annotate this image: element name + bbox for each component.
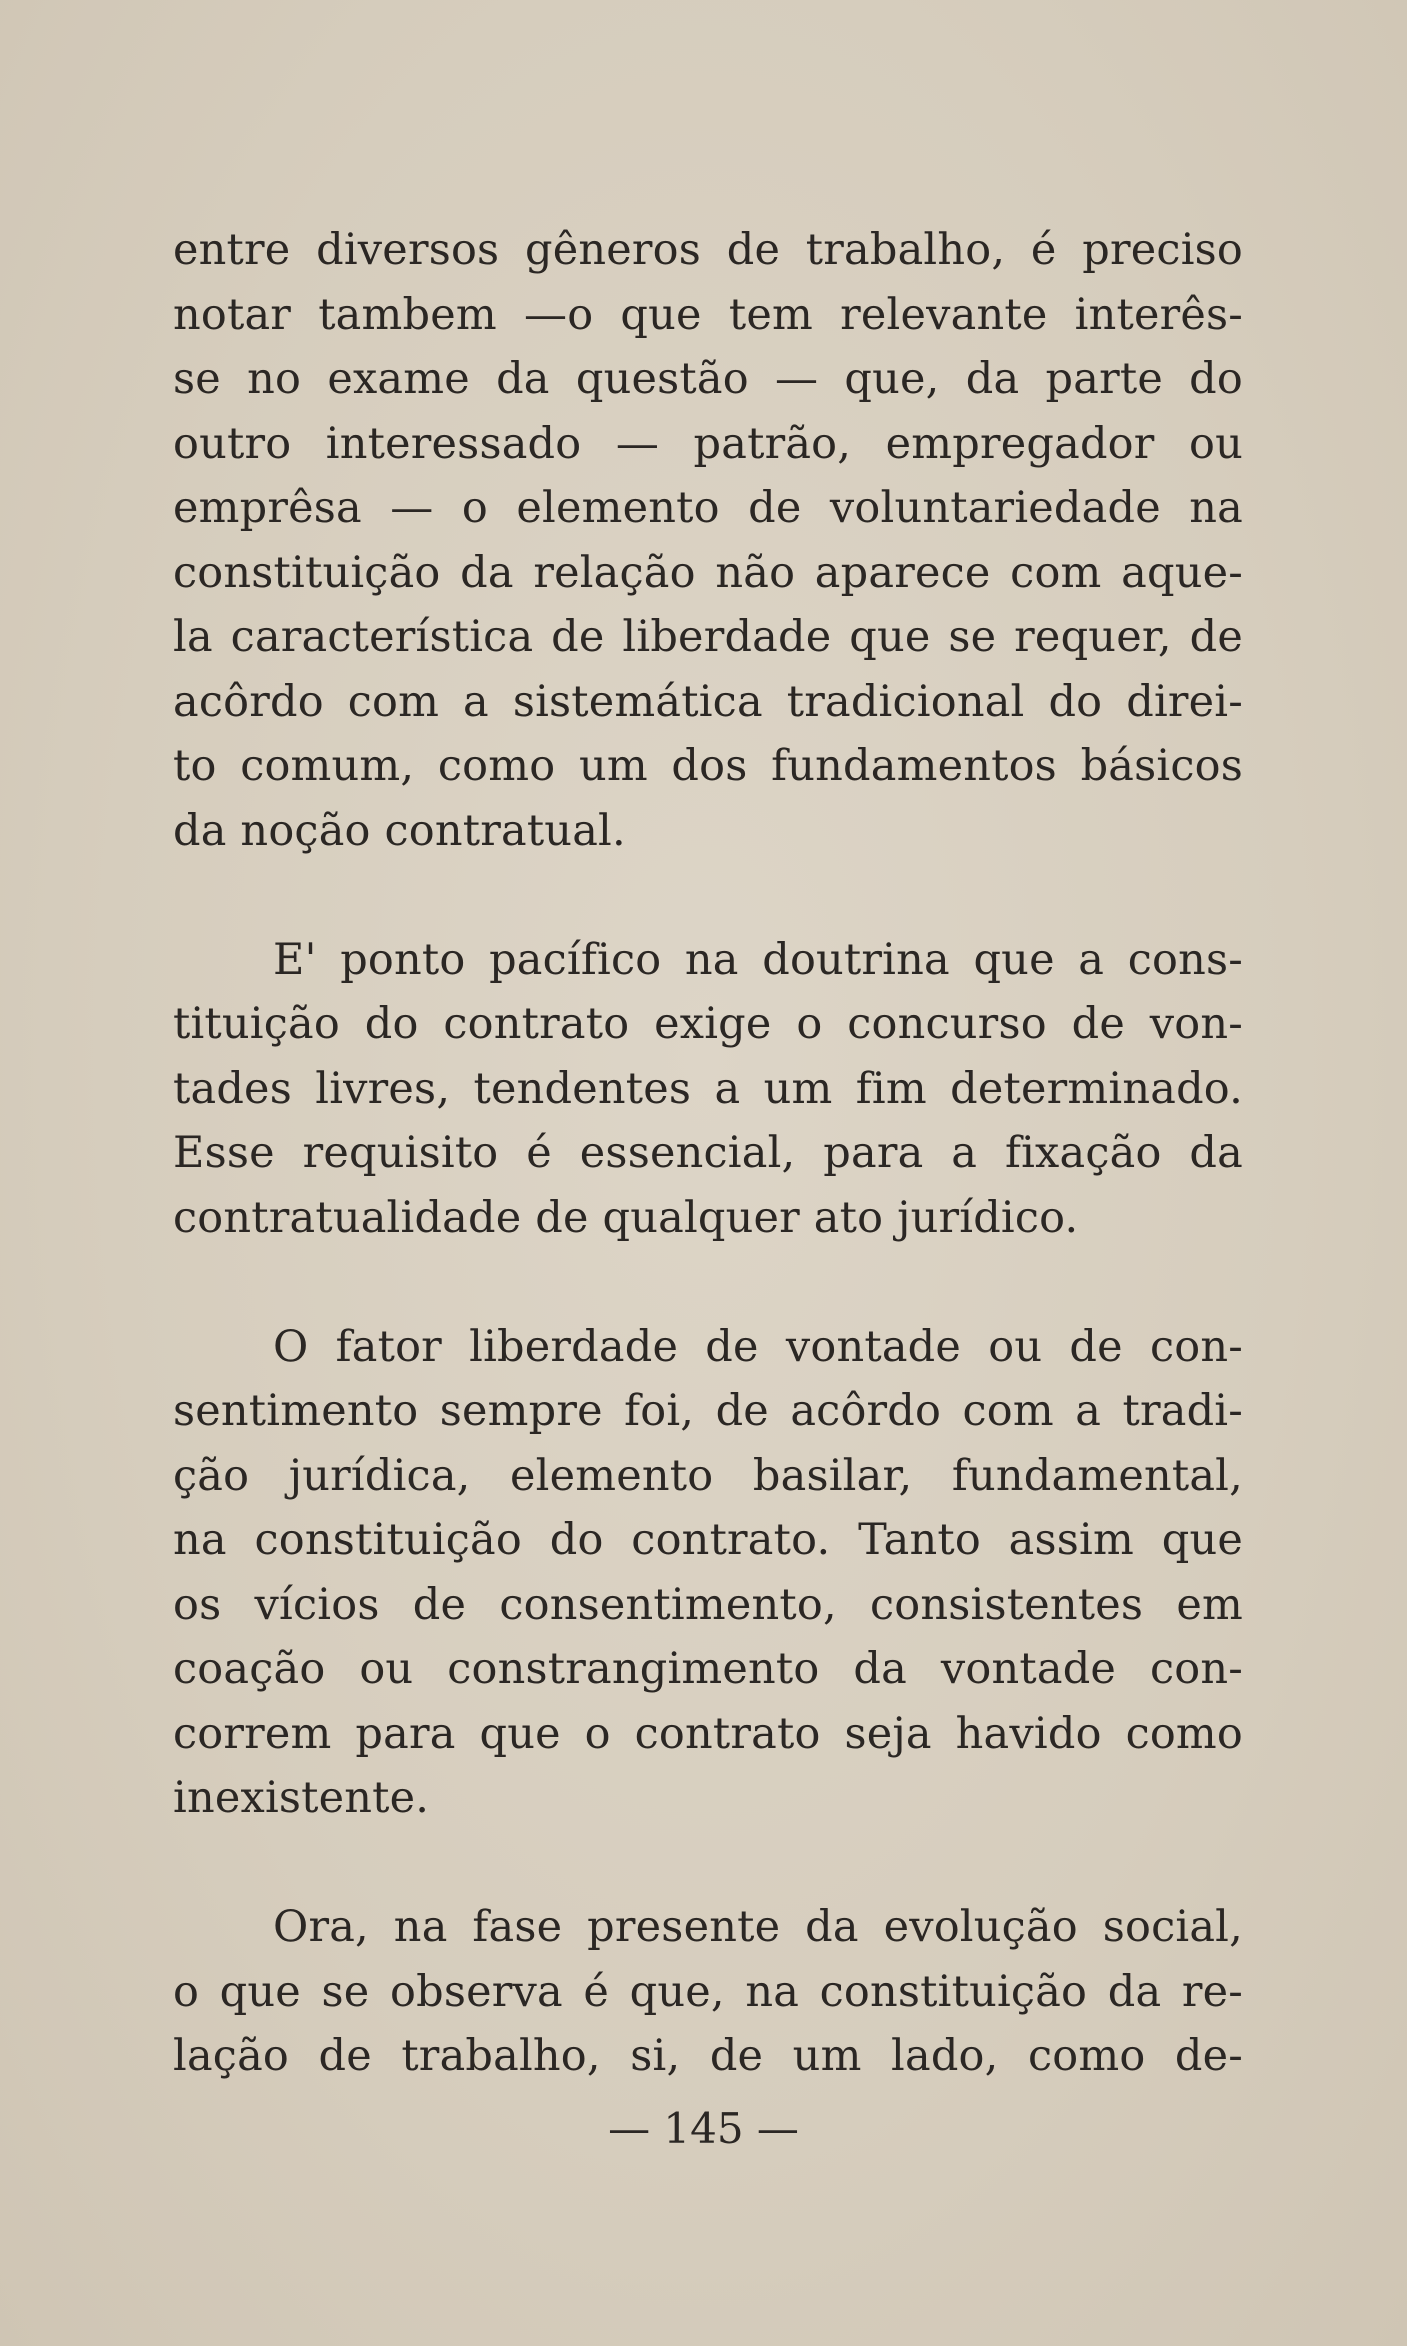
text-line: acôrdo com a sistemática tradicional do direi-	[173, 676, 1243, 727]
text-line: se no exame da questão — que, da parte do	[173, 354, 1243, 404]
paragraph-2	[173, 928, 1243, 1251]
text-line: to comum, como um dos fundamentos básicos	[173, 741, 1243, 791]
text-line: emprêsa — o elemento de voluntariedade na	[173, 483, 1243, 533]
text-line: na constituição do contrato. Tanto assim que	[173, 1515, 1243, 1565]
text-line: o que se observa é que, na constituição da re-	[173, 1966, 1243, 2017]
text-line: notar tambem —o que tem relevante interês-	[173, 289, 1243, 340]
paragraph-4	[173, 1895, 1243, 2089]
text-line: outro interessado — patrão, empregador ou	[173, 418, 1243, 469]
text-line: tituição do contrato exige o concurso de von-	[173, 999, 1243, 1049]
text-line: os vícios de consentimento, consistentes em	[173, 1579, 1243, 1630]
text-line: da noção contratual.	[173, 805, 626, 856]
paragraph-3	[173, 1315, 1243, 1831]
page-number: — 145 —	[608, 2104, 799, 2153]
text-line: lação de trabalho, si, de um lado, como de-	[173, 2031, 1243, 2081]
paragraph-1	[173, 218, 1243, 863]
body-text	[173, 218, 1243, 2089]
text-line: O fator liberdade de vontade ou de con-	[273, 1321, 1243, 1372]
text-line: Ora, na fase presente da evolução social,	[273, 1902, 1243, 1952]
text-line: coação ou constrangimento da vontade con-	[173, 1644, 1243, 1694]
text-line: constituição da relação não aparece com aque-	[173, 547, 1243, 598]
text-line: ção jurídica, elemento basilar, fundamental,	[173, 1450, 1243, 1501]
text-line: sentimento sempre foi, de acôrdo com a tradi-	[173, 1386, 1243, 1436]
text-line: entre diversos gêneros de trabalho, é preciso	[173, 225, 1243, 275]
text-line: Esse requisito é essencial, para a fixação da	[173, 1128, 1243, 1178]
text-line: contratualidade de qualquer ato jurídico.	[173, 1192, 1079, 1243]
text-line: correm para que o contrato seja havido como	[173, 1708, 1243, 1759]
text-line: tades livres, tendentes a um fim determinado.	[173, 1063, 1243, 1114]
text-line: inexistente.	[173, 1773, 430, 1823]
text-line: la característica de liberdade que se requer, de	[173, 612, 1243, 662]
text-line: E' ponto pacífico na doutrina que a cons-	[273, 934, 1243, 985]
